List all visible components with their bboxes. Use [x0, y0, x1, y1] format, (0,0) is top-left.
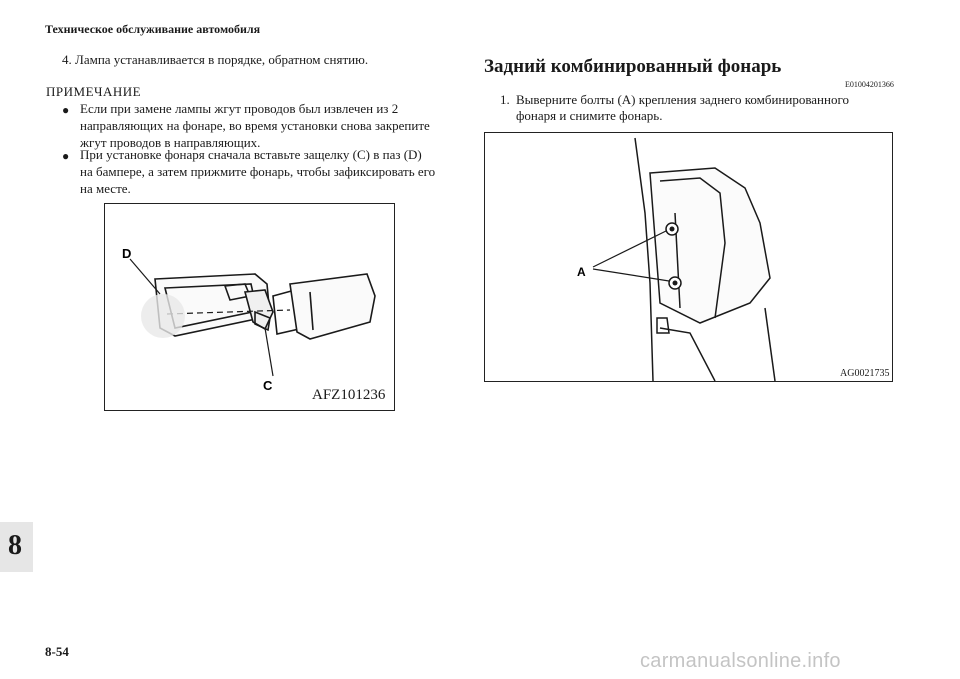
- bullet-icon: ●: [62, 149, 70, 163]
- step-1-line-2: фонаря и снимите фонарь.: [516, 108, 663, 123]
- bullet-2-line-2: на бампере, а затем прижмите фонарь, чтобы зафиксировать его: [80, 164, 436, 179]
- bullet-2-line-1: При установке фонаря сначала вставьте защелку (C) в паз (D): [80, 147, 422, 162]
- bullet-icon: ●: [62, 103, 70, 117]
- step-1-line-1: Выверните болты (A) крепления заднего комбинированного: [516, 92, 849, 107]
- figure-rear-lamp-bolts: [484, 132, 893, 382]
- section-title: Задний комбинированный фонарь: [484, 56, 782, 77]
- step-1-number: 1.: [500, 92, 510, 107]
- bullet-1-line-2: направляющих на фонаре, во время установки снова закрепите: [80, 118, 430, 133]
- watermark: carmanualsonline.info: [640, 650, 841, 672]
- bullet-1-line-3: жгут проводов в направляющих.: [80, 135, 261, 150]
- page-number: 8-54: [45, 644, 69, 659]
- note-bullet-2: [62, 146, 462, 198]
- bullet-1-line-1: Если при замене лампы жгут проводов был извлечен из 2: [80, 101, 399, 116]
- page-header: Техническое обслуживание автомобиля: [45, 22, 261, 36]
- lamp-latch-illustration: [105, 204, 394, 410]
- chapter-tab: [0, 522, 33, 572]
- figure-code-left: AFZ101236: [312, 387, 386, 403]
- label-c: C: [263, 378, 273, 393]
- step-4-text: 4. Лампа устанавливается в порядке, обратном снятию.: [62, 52, 369, 67]
- bullet-2-line-3: на месте.: [80, 181, 131, 196]
- note-title: ПРИМЕЧАНИЕ: [46, 84, 142, 99]
- figure-lamp-latch: [104, 203, 395, 411]
- section-code: E01004201366: [845, 80, 894, 89]
- note-bullet-1: [62, 100, 462, 152]
- rear-lamp-illustration: [485, 133, 892, 381]
- figure-code-right: AG0021735: [840, 368, 890, 379]
- chapter-tab-label: 8: [8, 530, 22, 561]
- label-d: D: [122, 246, 132, 261]
- label-a: A: [577, 265, 586, 279]
